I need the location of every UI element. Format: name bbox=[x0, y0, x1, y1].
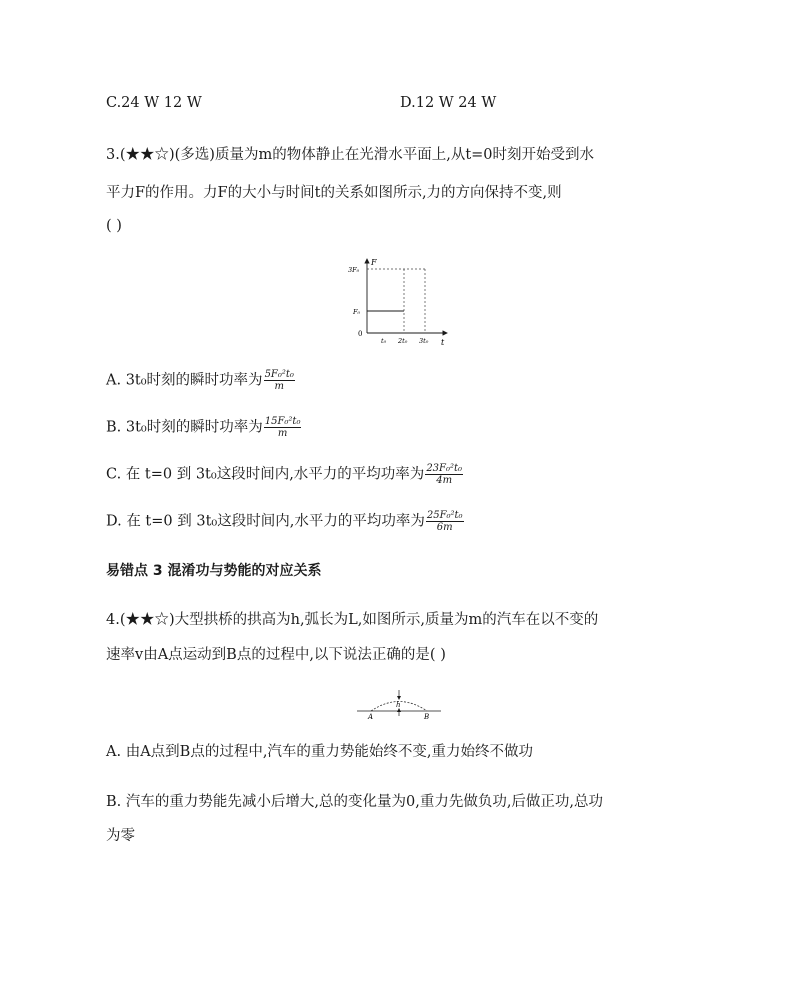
q3-answer-paren: ( ) bbox=[106, 218, 122, 234]
q3-option-c bbox=[106, 463, 463, 486]
q3-option-d bbox=[106, 510, 464, 533]
q3-option-b-den: m bbox=[277, 428, 288, 439]
q3-option-d-text: D. 在 t=0 到 3t₀这段时间内,水平力的平均功率为 bbox=[106, 513, 425, 530]
q3-option-c-den: 4m bbox=[436, 475, 453, 486]
q3-option-b-fraction bbox=[264, 416, 302, 439]
option-c-prev: C.24 W 12 W bbox=[106, 95, 202, 111]
option-d-prev: D.12 W 24 W bbox=[400, 95, 497, 111]
arch-bridge-figure bbox=[357, 686, 441, 720]
x-tick-3t0: 3t₀ bbox=[419, 337, 429, 345]
q3-line1: 3.(★★☆)(多选)质量为m的物体静止在光滑水平面上,从t=0时刻开始受到水 bbox=[106, 147, 595, 163]
y-tick-f0: F₀ bbox=[353, 308, 361, 316]
force-time-graph bbox=[345, 257, 455, 349]
q3-option-a-den: m bbox=[274, 381, 284, 392]
q4-option-b-line1: B. 汽车的重力势能先减小后增大,总的变化量为0,重力先做负功,后做正功,总功 bbox=[106, 794, 604, 810]
x-axis-label: t bbox=[441, 338, 445, 347]
point-b-label: B bbox=[424, 713, 430, 720]
q4-option-b-line2: 为零 bbox=[106, 828, 135, 844]
x-tick-2t0: 2t₀ bbox=[398, 337, 408, 345]
q3-option-b-num: 15F₀²t₀ bbox=[264, 416, 301, 427]
q3-option-a-fraction bbox=[264, 369, 295, 392]
q3-option-a-num: 5F₀²t₀ bbox=[264, 369, 294, 380]
origin-label: 0 bbox=[358, 330, 363, 338]
q3-option-b-text: B. 3t₀时刻的瞬时功率为 bbox=[106, 419, 263, 436]
y-tick-3f0: 3F₀ bbox=[348, 266, 360, 274]
q3-option-d-den: 6m bbox=[436, 522, 453, 533]
x-tick-t0: t₀ bbox=[381, 337, 387, 345]
q3-option-a bbox=[106, 369, 295, 392]
h-label: h bbox=[396, 701, 401, 709]
q3-option-d-num: 25F₀²t₀ bbox=[426, 510, 463, 521]
q4-line1: 4.(★★☆)大型拱桥的拱高为h,弧长为L,如图所示,质量为m的汽车在以不变的 bbox=[106, 612, 599, 628]
q3-option-c-num: 23F₀²t₀ bbox=[426, 463, 463, 474]
point-a-label: A bbox=[368, 713, 374, 720]
y-axis-label: F bbox=[371, 258, 377, 267]
q3-option-d-fraction bbox=[426, 510, 464, 533]
q3-line2: 平力F的作用。力F的大小与时间t的关系如图所示,力的方向保持不变,则 bbox=[106, 185, 562, 201]
q3-option-b bbox=[106, 416, 301, 439]
section-heading: 易错点 3 混淆功与势能的对应关系 bbox=[106, 563, 322, 579]
q3-option-c-fraction bbox=[425, 463, 463, 486]
q4-line2: 速率v由A点运动到B点的过程中,以下说法正确的是( ) bbox=[106, 647, 446, 663]
q3-option-c-text: C. 在 t=0 到 3t₀这段时间内,水平力的平均功率为 bbox=[106, 466, 425, 483]
q3-option-a-text: A. 3t₀时刻的瞬时功率为 bbox=[106, 372, 263, 389]
q4-option-a: A. 由A点到B点的过程中,汽车的重力势能始终不变,重力始终不做功 bbox=[106, 744, 534, 760]
